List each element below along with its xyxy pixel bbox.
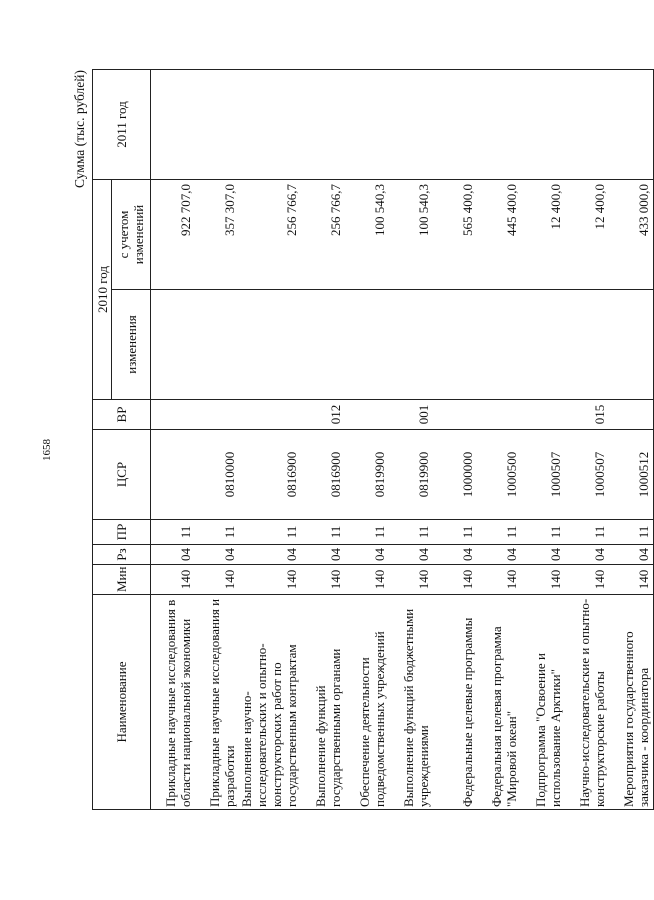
- row-changes: [195, 290, 239, 400]
- row-rz: 04: [565, 545, 609, 565]
- row-min: 140: [609, 565, 654, 595]
- header-with-changes: с учетом изменений: [112, 180, 151, 290]
- row-min: 140: [239, 565, 301, 595]
- row-vr: [433, 400, 477, 430]
- row-with-changes: 100 540,3: [389, 180, 433, 290]
- table-row: [565, 70, 609, 810]
- row-csr: 0816900: [239, 430, 301, 520]
- row-2011: [151, 70, 196, 180]
- header-name: Наименование: [93, 595, 151, 810]
- table-row: [477, 70, 521, 810]
- row-vr: [609, 400, 654, 430]
- row-vr: [477, 400, 521, 430]
- row-changes: [151, 290, 196, 400]
- row-name: Федеральная целевая программа "Мировой океан": [477, 595, 521, 810]
- row-pr: 11: [239, 520, 301, 545]
- row-csr: 1000512: [609, 430, 654, 520]
- row-vr: [345, 400, 389, 430]
- row-csr: 1000507: [521, 430, 565, 520]
- row-name: Обеспечение деятельности подведомственных учреждений: [345, 595, 389, 810]
- row-vr: [151, 400, 196, 430]
- row-pr: 11: [477, 520, 521, 545]
- row-csr: 1000000: [433, 430, 477, 520]
- table-row: [433, 70, 477, 810]
- row-with-changes: 12 400,0: [521, 180, 565, 290]
- row-with-changes: 445 400,0: [477, 180, 521, 290]
- header-year-2011: 2011 год: [93, 70, 151, 180]
- table-body: [151, 70, 654, 810]
- row-changes: [521, 290, 565, 400]
- row-with-changes: 922 707,0: [151, 180, 196, 290]
- row-with-changes: 100 540,3: [345, 180, 389, 290]
- row-pr: 11: [521, 520, 565, 545]
- row-2011: [521, 70, 565, 180]
- row-min: 140: [195, 565, 239, 595]
- row-2011: [195, 70, 239, 180]
- row-min: 140: [565, 565, 609, 595]
- row-pr: 11: [151, 520, 196, 545]
- row-rz: 04: [239, 545, 301, 565]
- row-name: Выполнение функций государственными органами: [301, 595, 345, 810]
- row-min: 140: [389, 565, 433, 595]
- row-changes: [301, 290, 345, 400]
- row-pr: 11: [609, 520, 654, 545]
- row-2011: [239, 70, 301, 180]
- row-with-changes: 357 307,0: [195, 180, 239, 290]
- header-min: Мин: [93, 565, 151, 595]
- row-csr: 0819900: [389, 430, 433, 520]
- row-2011: [301, 70, 345, 180]
- row-2011: [565, 70, 609, 180]
- budget-table: [92, 69, 654, 810]
- header-pr: ПР: [93, 520, 151, 545]
- row-name: Подпрограмма "Освоение и использование Арктики": [521, 595, 565, 810]
- row-name: Федеральные целевые программы: [433, 595, 477, 810]
- page-number: 1658: [41, 439, 53, 461]
- row-min: 140: [151, 565, 196, 595]
- row-rz: 04: [521, 545, 565, 565]
- row-csr: [151, 430, 196, 520]
- row-rz: 04: [195, 545, 239, 565]
- row-min: 140: [345, 565, 389, 595]
- row-changes: [433, 290, 477, 400]
- row-with-changes: 12 400,0: [565, 180, 609, 290]
- row-pr: 11: [345, 520, 389, 545]
- row-with-changes: 433 000,0: [609, 180, 654, 290]
- table-row: [609, 70, 654, 810]
- row-changes: [609, 290, 654, 400]
- header-rz: Рз: [93, 545, 151, 565]
- header-csr: ЦСР: [93, 430, 151, 520]
- row-csr: 0816900: [301, 430, 345, 520]
- row-vr: [239, 400, 301, 430]
- row-rz: 04: [151, 545, 196, 565]
- row-rz: 04: [477, 545, 521, 565]
- row-vr: [195, 400, 239, 430]
- row-csr: 0819900: [345, 430, 389, 520]
- header-changes: изменения: [112, 290, 151, 400]
- row-pr: 11: [195, 520, 239, 545]
- table-header: [93, 70, 151, 810]
- row-name: Прикладные научные исследования и разработки: [195, 595, 239, 810]
- row-rz: 04: [609, 545, 654, 565]
- units-label: Сумма (тыс. рублей): [72, 70, 87, 188]
- row-min: 140: [301, 565, 345, 595]
- row-2011: [609, 70, 654, 180]
- row-vr: 015: [565, 400, 609, 430]
- row-min: 140: [433, 565, 477, 595]
- row-rz: 04: [301, 545, 345, 565]
- table-row: [239, 70, 301, 810]
- row-2011: [389, 70, 433, 180]
- row-2011: [345, 70, 389, 180]
- row-pr: 11: [389, 520, 433, 545]
- row-vr: 012: [301, 400, 345, 430]
- table-row: [151, 70, 196, 810]
- row-vr: [521, 400, 565, 430]
- row-min: 140: [477, 565, 521, 595]
- row-rz: 04: [433, 545, 477, 565]
- row-name: Прикладные научные исследования в области национальной экономики: [151, 595, 196, 810]
- row-name: Научно-исследовательские и опытно-конструкторские работы: [565, 595, 609, 810]
- table-row: [301, 70, 345, 810]
- row-2011: [433, 70, 477, 180]
- row-csr: 1000500: [477, 430, 521, 520]
- row-pr: 11: [301, 520, 345, 545]
- row-rz: 04: [345, 545, 389, 565]
- table-row: [389, 70, 433, 810]
- row-name: Мероприятия государственного заказчика - координатора: [609, 595, 654, 810]
- row-changes: [345, 290, 389, 400]
- row-changes: [239, 290, 301, 400]
- row-2011: [477, 70, 521, 180]
- row-rz: 04: [389, 545, 433, 565]
- row-vr: 001: [389, 400, 433, 430]
- row-name: Выполнение научно-исследовательских и опытно-конструкторских работ по государственным контрактам: [239, 595, 301, 810]
- row-name: Выполнение функций бюджетными учреждениями: [389, 595, 433, 810]
- row-changes: [389, 290, 433, 400]
- row-pr: 11: [565, 520, 609, 545]
- row-with-changes: 256 766,7: [239, 180, 301, 290]
- header-year-2010: 2010 год: [93, 180, 112, 400]
- header-vr: ВР: [93, 400, 151, 430]
- rotated-sheet: [70, 70, 651, 810]
- row-changes: [477, 290, 521, 400]
- row-min: 140: [521, 565, 565, 595]
- row-pr: 11: [433, 520, 477, 545]
- row-with-changes: 565 400,0: [433, 180, 477, 290]
- row-with-changes: 256 766,7: [301, 180, 345, 290]
- row-csr: 0810000: [195, 430, 239, 520]
- table-row: [345, 70, 389, 810]
- table-row: [521, 70, 565, 810]
- row-changes: [565, 290, 609, 400]
- table-row: [195, 70, 239, 810]
- row-csr: 1000507: [565, 430, 609, 520]
